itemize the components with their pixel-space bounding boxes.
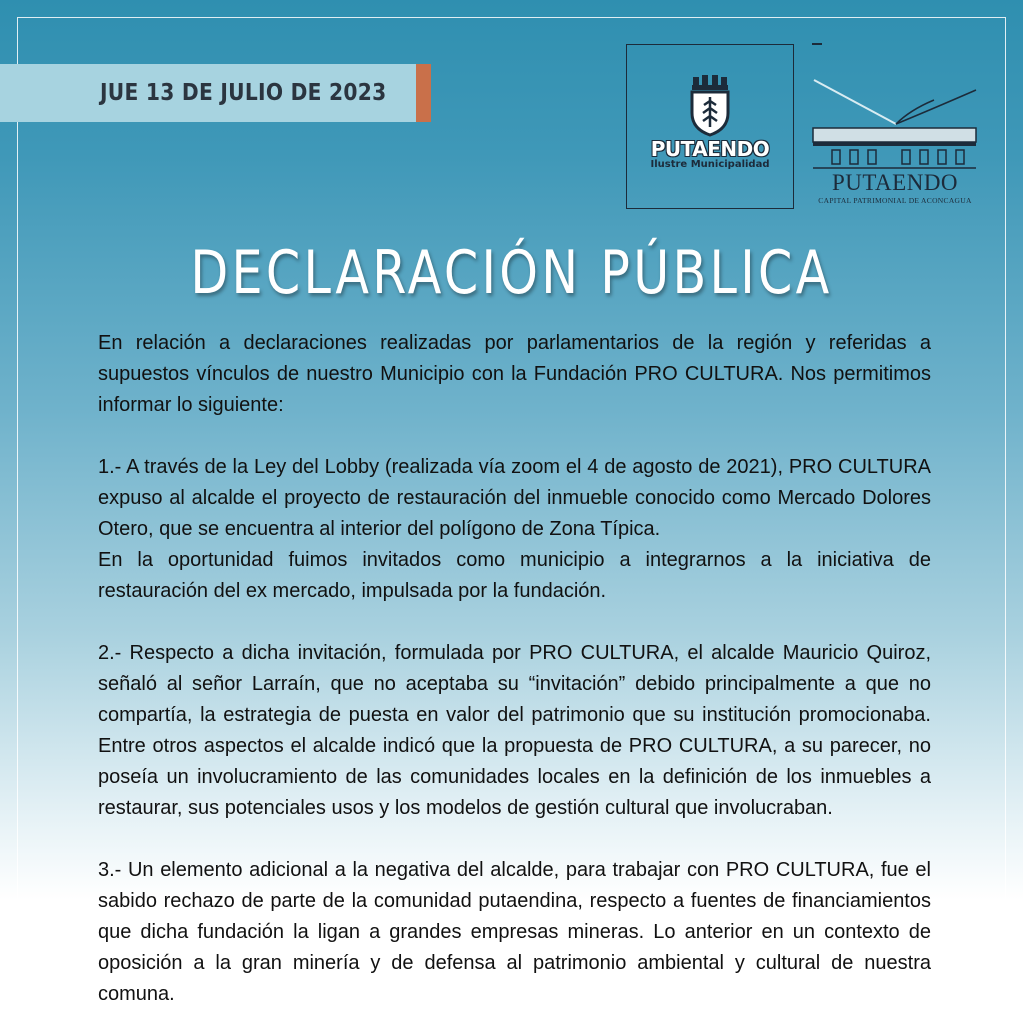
municipal-logo-name: PUTAENDO [650,137,770,161]
page-title: DECLARACIÓN PÚBLICA [190,238,833,308]
point-1-continuation: En la oportunidad fuimos invitados como municipio a integrarnos a la iniciativa de restauración del ex mercado, impulsada por la fundación. [98,549,931,602]
heritage-logo-subtitle: CAPITAL PATRIMONIAL DE ACONCAGUA [818,196,972,205]
intro-paragraph: En relación a declaraciones realizadas por parlamentarios de la región y referidas a supuestos vínculos de nuestro Municipio con la Fundación PRO CULTURA. Nos permitimos informar lo siguiente: [98,332,931,416]
point-3-paragraph: 3.- Un elemento adicional a la negativa del alcalde, para trabajar con PRO CULTURA, fue el sabido rechazo de parte de la comunidad putaendina, respecto a fuentes de financiamientos que dicha fundación la ligan a grandes empresas mineras. Lo anterior en un contexto de oposición a la gran minería y de defensa al patrimonio ambiental y cultural de nuestra comuna. [98,859,931,1005]
statement-body [98,328,931,1010]
municipal-logo [626,44,794,209]
crest-icon [687,75,733,137]
point-2-paragraph: 2.- Respecto a dicha invitación, formulada por PRO CULTURA, el alcalde Mauricio Quiroz, señaló al señor Larraín, que no aceptaba su “invitación” debido principalmente a que no compartía, la estrategia de puesta en valor del patrimonio que su institución promocionaba. Entre otros aspectos el alcalde indicó que la propuesta de PRO CULTURA, a su parecer, no poseía un involucramiento de las comunidades locales en la definición de los inmuebles a restaurar, sus potenciales usos y los modelos de gestión cultural que involucraban. [98,642,931,819]
municipal-logo-subtitle: Ilustre Municipalidad [650,159,770,170]
date-accent [416,64,431,122]
point-1-paragraph: 1.- A través de la Ley del Lobby (realizada vía zoom el 4 de agosto de 2021), PRO CULTURA expuso al alcalde el proyecto de restauración del inmueble conocido como Mercado Dolores Otero, que se encuentra al interior del polígono de Zona Típica. [98,456,931,540]
heritage-logo-name: PUTAENDO [831,170,959,195]
date-label: JUE 13 DE JULIO DE 2023 [100,80,387,106]
